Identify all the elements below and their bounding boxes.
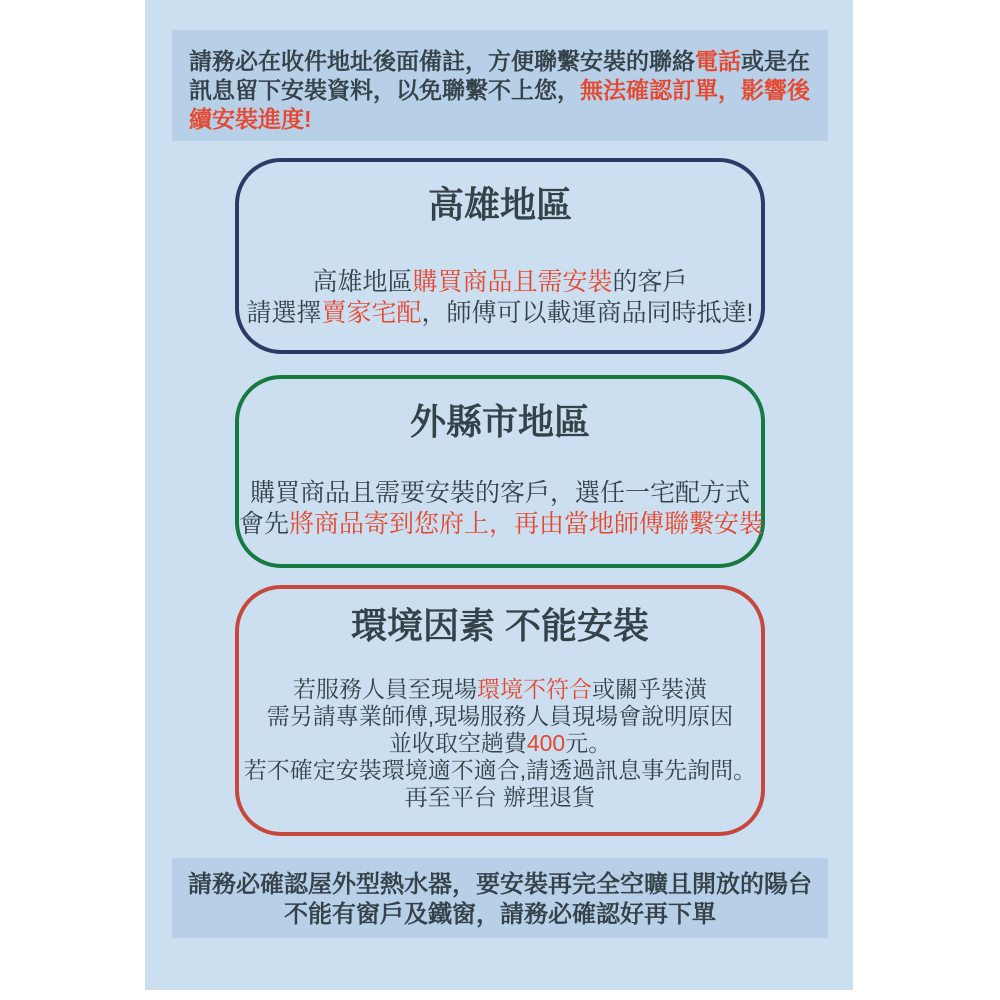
- top-notice-line: [189, 76, 811, 105]
- box-body: [239, 676, 761, 811]
- box-body-line: [239, 676, 761, 703]
- text-segment: 的客戶: [612, 268, 688, 296]
- box-body-line: [239, 730, 761, 757]
- box-body: [239, 267, 761, 329]
- top-notice-line: [189, 105, 811, 134]
- text-segment: 請務必在收件地址後面備註，方便聯繫安裝的聯絡: [189, 48, 695, 74]
- text-segment-highlight: 400: [526, 730, 566, 756]
- text-segment-highlight: 環境不符合: [477, 676, 592, 702]
- box-body-line: [239, 298, 761, 329]
- box-title: 外縣市地區: [409, 401, 590, 442]
- text-segment-highlight: 購買商品且需安裝: [412, 268, 613, 296]
- box-body-line: [239, 478, 761, 509]
- text-segment-highlight: 將商品寄到您府上，再由當地師傅聯繫安裝: [289, 510, 765, 538]
- box-body-line: [239, 757, 761, 784]
- text-segment-highlight: 電話: [695, 48, 741, 74]
- text-segment: 會先: [239, 510, 290, 538]
- text-segment-highlight: 賣家宅配: [321, 299, 422, 327]
- text-segment: 請選擇: [246, 299, 322, 327]
- bottom-notice-line: 請務必確認屋外型熱水器，要安裝再完全空曠且開放的陽台: [188, 871, 812, 898]
- text-segment: 若服務人員至現場: [293, 676, 477, 702]
- region-box-other-counties: [235, 375, 765, 568]
- text-segment: 高雄地區: [312, 268, 413, 296]
- environment-warning-box: [235, 585, 765, 836]
- box-body-line: [239, 509, 765, 540]
- region-box-kaohsiung: [235, 158, 765, 354]
- text-segment: 或關乎裝潢: [592, 676, 707, 702]
- text-segment: ，師傅可以載運商品同時抵達!: [421, 299, 754, 327]
- box-body-line: [239, 703, 761, 730]
- text-segment-highlight: 續安裝進度!: [189, 106, 312, 132]
- bottom-notice-line: 不能有窗戶及鐵窗，請務必確認好再下單: [284, 901, 716, 928]
- text-segment: 需另請專業師傅,現場服務人員現場會說明原因: [266, 703, 734, 729]
- content-panel: [145, 0, 853, 990]
- box-title: 環境因素 不能安裝: [350, 605, 649, 646]
- text-segment: 購買商品且需要安裝的客戶，選任一宅配方式: [249, 479, 750, 507]
- text-segment-highlight: 無法確認訂單，影響後: [580, 77, 810, 103]
- text-segment: 訊息留下安裝資料，以免聯繫不上您，: [189, 77, 580, 103]
- text-segment: 若不確定安裝環境適不適合,請透過訊息事先詢問。: [243, 757, 757, 783]
- text-segment: 或是在: [741, 48, 810, 74]
- box-body: [239, 478, 765, 540]
- text-segment: 再至平台 辦理退貨: [404, 784, 596, 810]
- top-notice-line: [189, 47, 811, 76]
- box-body-line: [239, 784, 761, 811]
- bottom-notice: [172, 858, 828, 938]
- text-segment: 元。: [565, 730, 612, 756]
- box-title: 高雄地區: [427, 184, 572, 225]
- text-segment: 並收取空趟費: [388, 730, 527, 756]
- box-body-line: [239, 267, 761, 298]
- top-notice: [172, 30, 828, 141]
